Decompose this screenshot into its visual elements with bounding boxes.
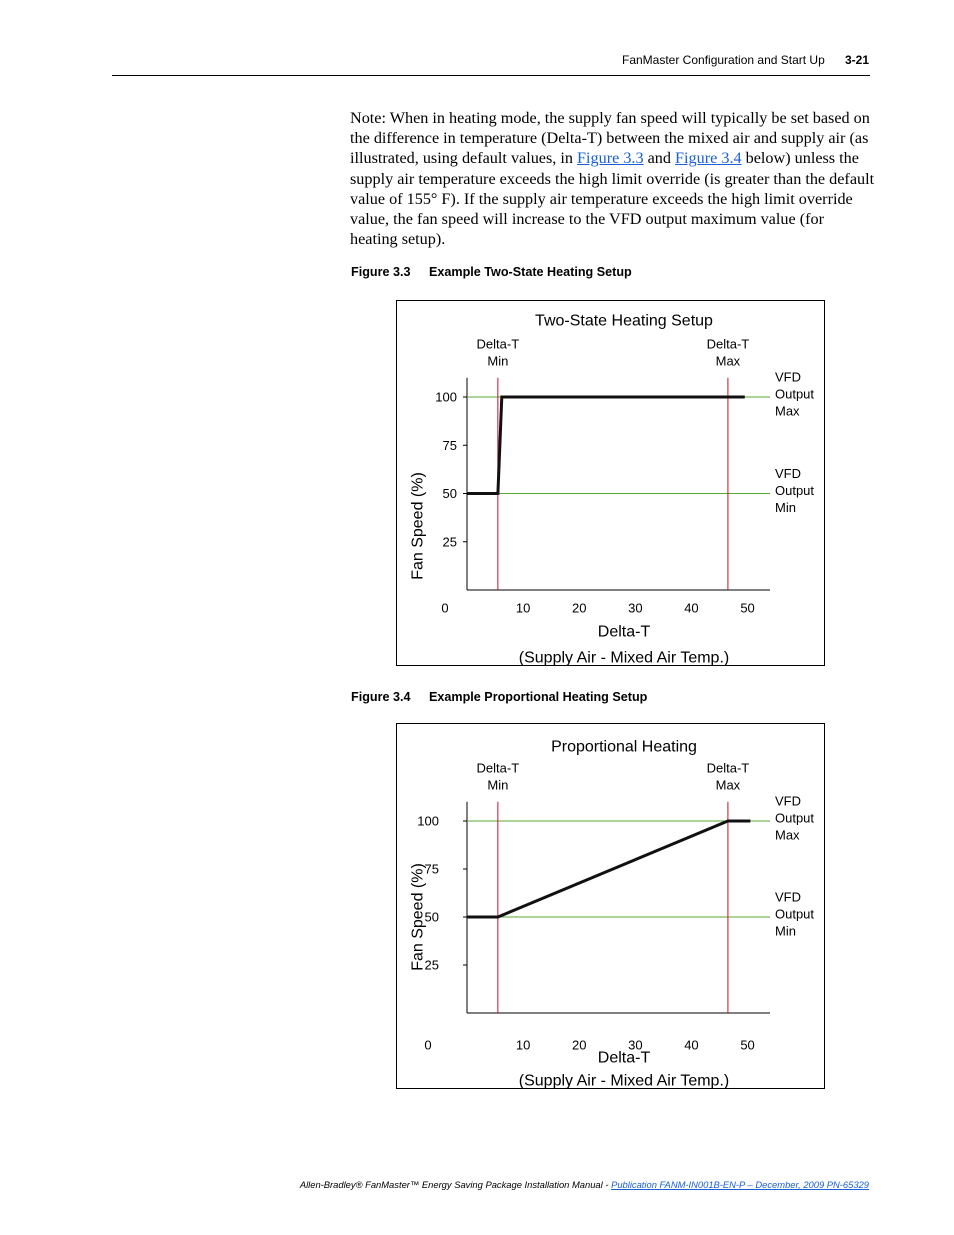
- figure-3-4-link[interactable]: Figure 3.4: [675, 149, 742, 168]
- proportional-heating-chart: [397, 724, 824, 1088]
- x-tick-label: 30: [628, 1037, 643, 1053]
- y-tick-label: 75: [442, 437, 457, 453]
- fan-speed-series-line: [467, 821, 750, 917]
- vfd-line-label: Min: [775, 923, 796, 939]
- x-tick-label: 40: [684, 600, 699, 616]
- x-tick-label: 20: [571, 1037, 587, 1053]
- page-header: [0, 0, 954, 80]
- chart-title: Two-State Heating Setup: [535, 312, 713, 330]
- fan-speed-series-line: [467, 397, 745, 494]
- origin-label: 0: [441, 600, 449, 616]
- delta-t-line-label: Delta-T: [476, 336, 520, 352]
- note-paragraph: [350, 108, 875, 249]
- figure-number: Figure 3.4: [351, 690, 411, 704]
- note-text: and: [643, 149, 676, 168]
- two-state-heating-chart: [397, 301, 824, 665]
- y-tick-label: 25: [424, 957, 439, 973]
- x-axis-label: Delta-T: [597, 623, 651, 641]
- vfd-line-label: Output: [775, 386, 815, 402]
- vfd-line-label: Output: [775, 810, 815, 826]
- x-axis-sublabel: (Supply Air - Mixed Air Temp.): [518, 649, 730, 665]
- figure-title: Example Proportional Heating Setup: [429, 690, 648, 704]
- x-tick-label: 50: [740, 600, 755, 616]
- figure-caption: [351, 265, 632, 279]
- header-rule: [112, 75, 870, 76]
- vfd-line-label: VFD: [775, 369, 801, 385]
- y-tick-label: 50: [424, 909, 439, 925]
- delta-t-line-label: Max: [715, 353, 741, 369]
- y-tick-label: 25: [442, 534, 457, 550]
- footer-manual-title: Allen-Bradley® FanMaster™ Energy Saving Package Installation Manual -: [299, 1179, 612, 1190]
- page-footer: [0, 1170, 954, 1200]
- y-tick-label: 100: [435, 389, 457, 405]
- x-axis-label: Delta-T: [597, 1049, 651, 1067]
- x-tick-label: 10: [515, 600, 531, 616]
- figure-title: Example Two-State Heating Setup: [429, 265, 632, 279]
- vfd-line-label: Max: [775, 827, 800, 843]
- figure-caption: [351, 690, 647, 704]
- note-text: Note: When in heating mode, the supply fan speed will typically be set based on the difference in temperature (Delta-T) between the mixed air and supply air (as illustrated, using default values, in: [350, 109, 870, 168]
- y-axis-label: Fan Speed (%): [409, 472, 427, 580]
- x-tick-label: 20: [571, 600, 587, 616]
- y-tick-label: 50: [442, 486, 457, 502]
- figure-3-3-link[interactable]: Figure 3.3: [577, 149, 644, 168]
- delta-t-line-label: Min: [487, 353, 509, 369]
- page-number: 3-21: [845, 53, 870, 67]
- vfd-line-label: VFD: [775, 466, 801, 482]
- figure-two-state-heating: [396, 300, 825, 666]
- figure-number: Figure 3.3: [351, 265, 411, 279]
- vfd-line-label: Max: [775, 403, 800, 419]
- vfd-line-label: Output: [775, 483, 815, 499]
- x-tick-label: 30: [628, 600, 643, 616]
- delta-t-line-label: Min: [487, 777, 509, 793]
- vfd-line-label: Min: [775, 500, 796, 516]
- chart-title: Proportional Heating: [551, 738, 697, 756]
- delta-t-line-label: Max: [715, 777, 741, 793]
- figure-proportional-heating: [396, 723, 825, 1089]
- vfd-line-label: VFD: [775, 889, 801, 905]
- publication-link[interactable]: Publication FANM-IN001B-EN-P – December, 2009 PN-65329: [611, 1179, 869, 1190]
- vfd-line-label: VFD: [775, 793, 801, 809]
- y-tick-label: 75: [424, 861, 439, 877]
- x-tick-label: 50: [740, 1037, 755, 1053]
- note-text: below) unless the supply air temperature exceeds the high limit override (is greater than the default value of 155° F). If the supply air temperature exceeds the high limit override value, the fan speed will increase to the VFD output maximum value (for heating setup).: [350, 149, 875, 249]
- y-axis-label: Fan Speed (%): [409, 863, 427, 971]
- origin-label: 0: [424, 1037, 432, 1053]
- delta-t-line-label: Delta-T: [706, 336, 750, 352]
- section-title: FanMaster Configuration and Start Up: [622, 53, 825, 67]
- delta-t-line-label: Delta-T: [476, 760, 520, 776]
- footer-text: [300, 1179, 869, 1190]
- x-tick-label: 10: [515, 1037, 531, 1053]
- x-tick-label: 40: [684, 1037, 699, 1053]
- x-axis-sublabel: (Supply Air - Mixed Air Temp.): [518, 1072, 730, 1088]
- delta-t-line-label: Delta-T: [706, 760, 750, 776]
- vfd-line-label: Output: [775, 906, 815, 922]
- y-tick-label: 100: [417, 813, 439, 829]
